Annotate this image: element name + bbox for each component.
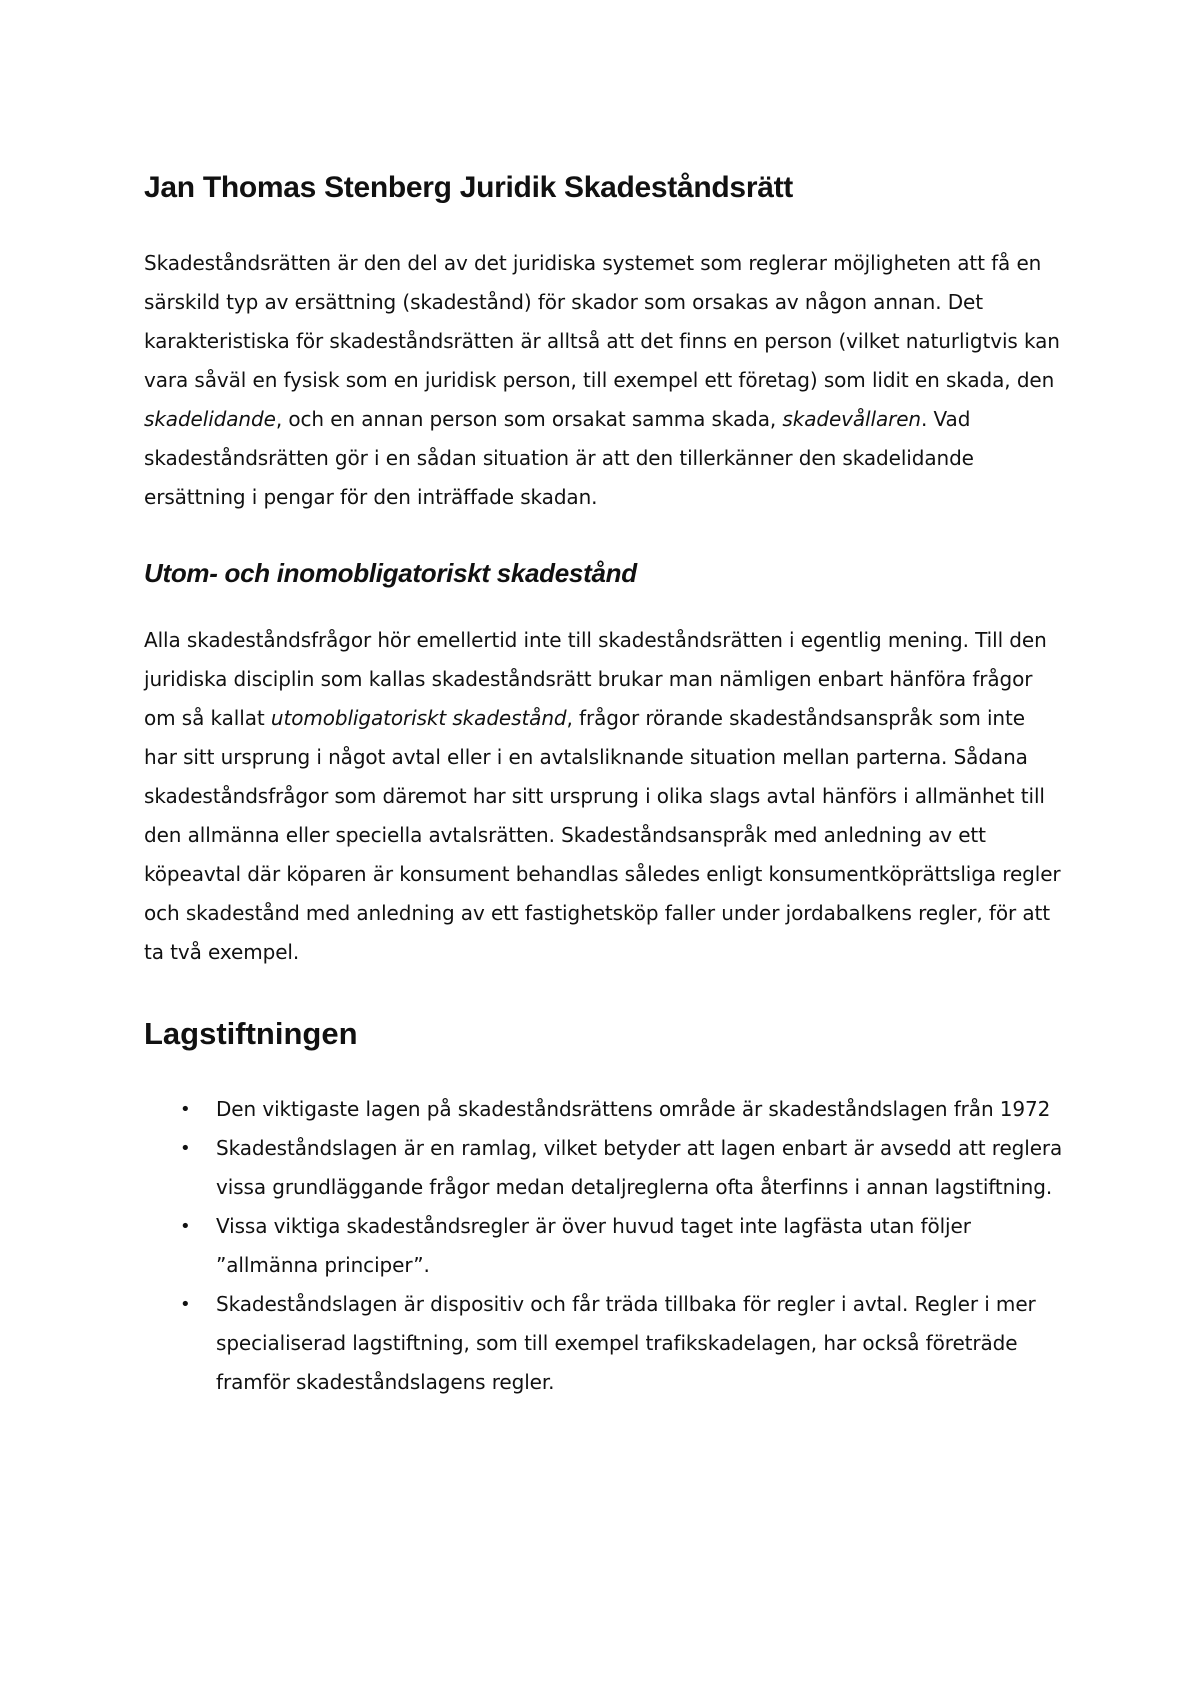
list-item-text: Vissa viktiga skadeståndsregler är över huvud taget inte lagfästa utan följer ”allmänna principer”. (216, 1214, 971, 1277)
section2-text-1: Alla skadeståndsfrågor hör emellertid inte till skadeståndsrätten i egentlig mening. Till den juridiska disciplin som kallas skadeståndsrätt brukar man nämligen enbart hänföra frågor om så kallat (144, 628, 1047, 730)
list-item-text: Skadeståndslagen är dispositiv och får träda tillbaka för regler i avtal. Regler i mer specialiserad lagstiftning, som till exempel trafikskadelagen, har också företräde framför skadeståndslagens regler. (216, 1292, 1036, 1394)
intro-text-2: , och en annan person som orsakat samma skada, (275, 407, 783, 431)
lagstiftning-list (144, 1090, 1064, 1402)
section2-text-2: , frågor rörande skadeståndsanspråk som inte har sitt ursprung i något avtal eller i en avtalsliknande situation mellan parterna. Sådana skadeståndsfrågor som däremot har sitt ursprung i olika slags avtal hänförs i allmänhet till den allmänna eller speciella avtalsrätten. Skadeståndsanspråk med anledning av ett köpeavtal där köparen är konsument behandlas således enligt konsumentköprättsliga regler och skadestånd med anledning av ett fastighetsköp faller under jordabalkens regler, för att ta två exempel. (144, 706, 1061, 964)
intro-text-1: Skadeståndsrätten är den del av det juridiska systemet som reglerar möjligheten att få en särskild typ av ersättning (skadestånd) för skador som orsakas av någon annan. Det karakteristiska för skadeståndsrätten är alltså att det finns en person (vilket naturligtvis kan vara såväl en fysisk som en juridisk person, till exempel ett företag) som lidit en skada, den (144, 251, 1060, 392)
document-page (144, 168, 1064, 1402)
list-item (144, 1207, 1064, 1285)
section2-italic-utomobligatoriskt: utomobligatoriskt skadestånd (270, 706, 567, 730)
list-item (144, 1285, 1064, 1402)
list-item-text: Skadeståndslagen är en ramlag, vilket betyder att lagen enbart är avsedd att reglera vissa grundläggande frågor medan detaljreglerna ofta återfinns i annan lagstiftning. (216, 1136, 1063, 1199)
bullet-icon: • (180, 1216, 191, 1237)
intro-italic-skadelidande: skadelidande (144, 407, 276, 431)
bullet-icon: • (180, 1099, 191, 1120)
heading-lagstiftningen: Lagstiftningen (144, 1016, 358, 1051)
subheading-utom-inom: Utom- och inomobligatoriskt skadestånd (144, 558, 637, 588)
list-item (144, 1129, 1064, 1207)
list-item (144, 1090, 1064, 1129)
bullet-icon: • (180, 1294, 191, 1315)
section2-paragraph (144, 621, 1064, 972)
intro-italic-skadevallaren: skadevållaren (782, 407, 922, 431)
document-title: Jan Thomas Stenberg Juridik Skadeståndsrätt (144, 171, 793, 204)
bullet-icon: • (180, 1138, 191, 1159)
intro-paragraph (144, 244, 1064, 517)
list-item-text: Den viktigaste lagen på skadeståndsrättens område är skadeståndslagen från 1972 (216, 1097, 1051, 1121)
intro-text-3: . Vad skadeståndsrätten gör i en sådan situation är att den tillerkänner den skadelidande ersättning i pengar för den inträffade skadan. (144, 407, 974, 509)
